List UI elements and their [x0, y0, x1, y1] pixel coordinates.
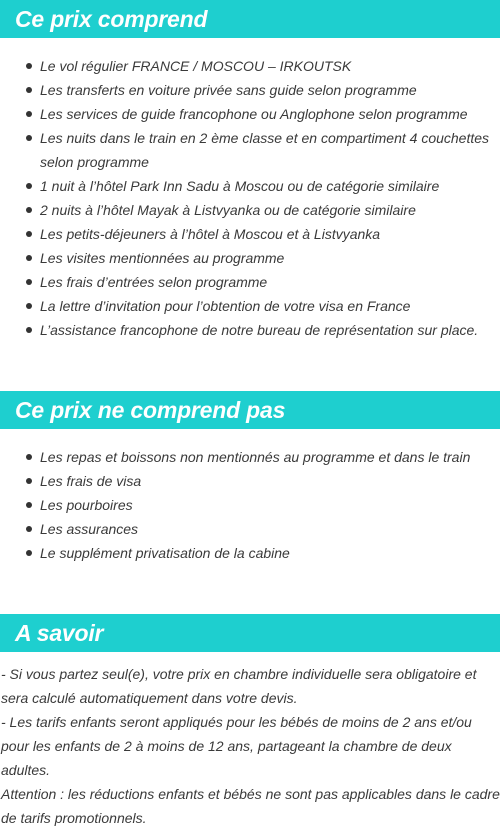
- included-list: [0, 54, 500, 342]
- list-item: Le vol régulier FRANCE / MOSCOU – IRKOUTSK: [0, 54, 500, 78]
- savoir-paragraph: - Si vous partez seul(e), votre prix en chambre individuelle sera obligatoire et sera calculé automatiquement dans votre devis.: [1, 666, 477, 706]
- list-item: Les repas et boissons non mentionnés au programme et dans le train: [0, 445, 500, 469]
- list-item: Le supplément privatisation de la cabine: [0, 541, 500, 565]
- list-item: Les petits-déjeuners à l’hôtel à Moscou et à Listvyanka: [0, 222, 500, 246]
- savoir-paragraph: - Les tarifs enfants seront appliqués pour les bébés de moins de 2 ans et/ou pour les enfants de 2 à moins de 12 ans, partageant la chambre de deux adultes.: [1, 714, 472, 778]
- excluded-list: [0, 445, 500, 565]
- savoir-paragraph: Attention : les réductions enfants et bébés ne sont pas applicables dans le cadre de tarifs promotionnels.: [1, 786, 500, 826]
- list-item: Les services de guide francophone ou Anglophone selon programme: [0, 102, 500, 126]
- savoir-section-title: A savoir: [0, 614, 500, 652]
- list-item: Les visites mentionnées au programme: [0, 246, 500, 270]
- list-item: L’assistance francophone de notre bureau de représentation sur place.: [0, 318, 500, 342]
- included-section-title: Ce prix comprend: [0, 0, 500, 38]
- list-item: 2 nuits à l’hôtel Mayak à Listvyanka ou de catégorie similaire: [0, 198, 500, 222]
- list-item: Les transferts en voiture privée sans guide selon programme: [0, 78, 500, 102]
- list-item: Les nuits dans le train en 2 ème classe et en compartiment 4 couchettes selon programme: [0, 126, 500, 174]
- list-item: La lettre d’invitation pour l’obtention de votre visa en France: [0, 294, 500, 318]
- list-item: Les frais de visa: [0, 469, 500, 493]
- list-item: Les frais d’entrées selon programme: [0, 270, 500, 294]
- list-item: Les pourboires: [0, 493, 500, 517]
- list-item: 1 nuit à l’hôtel Park Inn Sadu à Moscou ou de catégorie similaire: [0, 174, 500, 198]
- excluded-section-title: Ce prix ne comprend pas: [0, 391, 500, 429]
- list-item: Les assurances: [0, 517, 500, 541]
